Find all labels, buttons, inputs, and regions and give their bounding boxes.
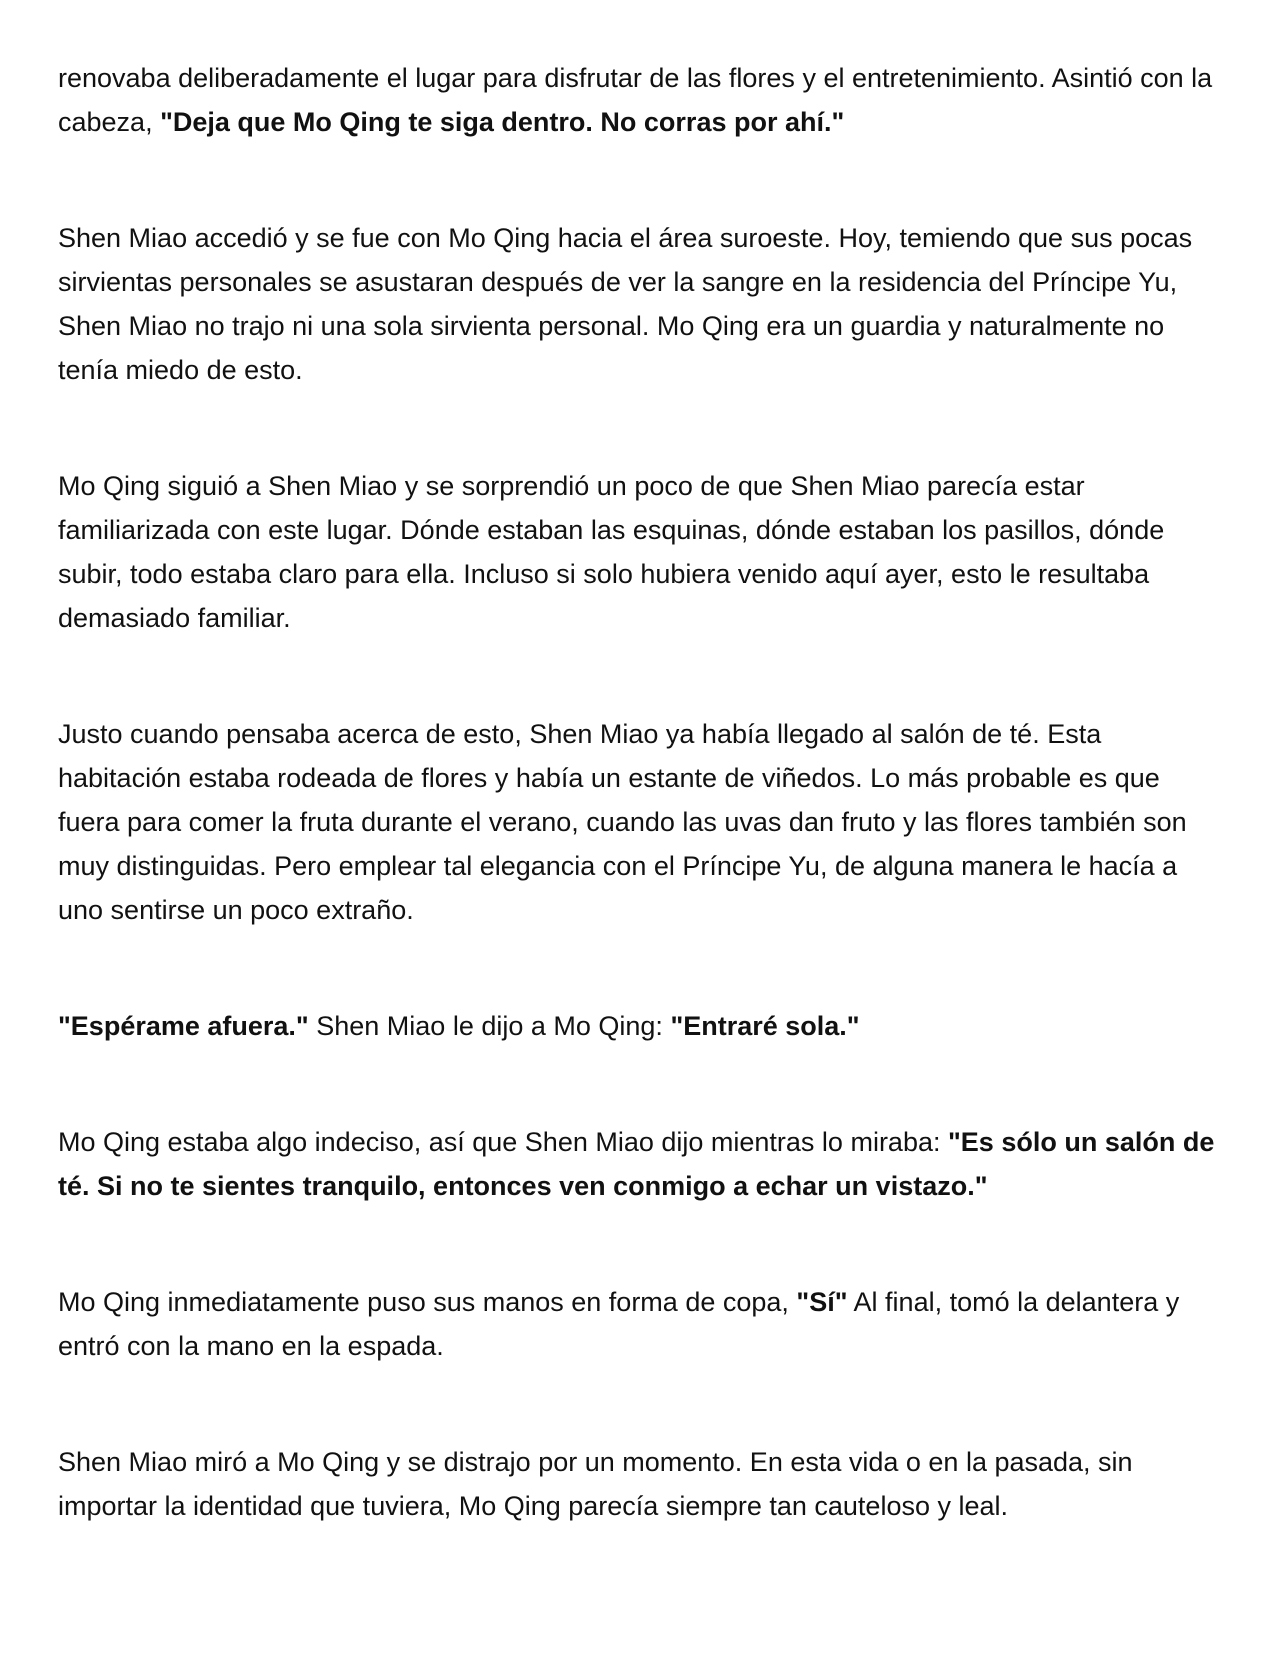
paragraph-5	[58, 1004, 1218, 1048]
paragraph-8	[58, 1440, 1218, 1528]
text-segment: renovaba deliberadamente el lugar para disfrutar de las flores y el entretenimiento. Asintió con la cabeza,	[58, 63, 1213, 137]
paragraph-1	[58, 56, 1218, 144]
text-segment: Justo cuando pensaba acerca de esto, Shen Miao ya había llegado al salón de té. Esta habitación estaba rodeada de flores y había un estante de viñedos. Lo más probable es que fuera para comer la fruta durante el verano, cuando las uvas dan fruto y las flores también son muy distinguidas. Pero emplear tal elegancia con el Príncipe Yu, de alguna manera le hacía a uno sentirse un poco extraño.	[58, 719, 1187, 925]
paragraph-2	[58, 216, 1218, 392]
text-segment: Mo Qing estaba algo indeciso, así que Shen Miao dijo mientras lo miraba:	[58, 1127, 948, 1157]
paragraph-6	[58, 1120, 1218, 1208]
text-segment: Mo Qing siguió a Shen Miao y se sorprendió un poco de que Shen Miao parecía estar familiarizada con este lugar. Dónde estaban las esquinas, dónde estaban los pasillos, dónde subir, todo estaba claro para ella. Incluso si solo hubiera venido aquí ayer, esto le resultaba demasiado familiar.	[58, 471, 1165, 633]
text-segment: Shen Miao miró a Mo Qing y se distrajo por un momento. En esta vida o en la pasada, sin importar la identidad que tuviera, Mo Qing parecía siempre tan cauteloso y leal.	[58, 1447, 1133, 1521]
dialogue-segment: "Deja que Mo Qing te siga dentro. No corras por ahí."	[160, 107, 845, 137]
paragraph-3	[58, 464, 1218, 640]
paragraph-4	[58, 712, 1218, 932]
dialogue-segment: "Es sólo un salón de té. Si no te sientes tranquilo, entonces ven conmigo a echar un vistazo."	[58, 1127, 1215, 1201]
text-segment: Shen Miao accedió y se fue con Mo Qing hacia el área suroeste. Hoy, temiendo que sus pocas sirvientas personales se asustaran después de ver la sangre en la residencia del Príncipe Yu, Shen Miao no trajo ni una sola sirvienta personal. Mo Qing era un guardia y naturalmente no tenía miedo de esto.	[58, 223, 1193, 385]
dialogue-segment: "Espérame afuera."	[58, 1011, 309, 1041]
paragraph-7	[58, 1280, 1218, 1368]
document-page	[58, 56, 1218, 1528]
dialogue-segment: "Sí"	[796, 1287, 848, 1317]
text-segment: Al final, tomó la delantera y entró con la mano en la espada.	[58, 1287, 1180, 1361]
text-segment: Mo Qing inmediatamente puso sus manos en forma de copa,	[58, 1287, 797, 1317]
text-segment: Shen Miao le dijo a Mo Qing:	[308, 1011, 671, 1041]
dialogue-segment: "Entraré sola."	[670, 1011, 860, 1041]
